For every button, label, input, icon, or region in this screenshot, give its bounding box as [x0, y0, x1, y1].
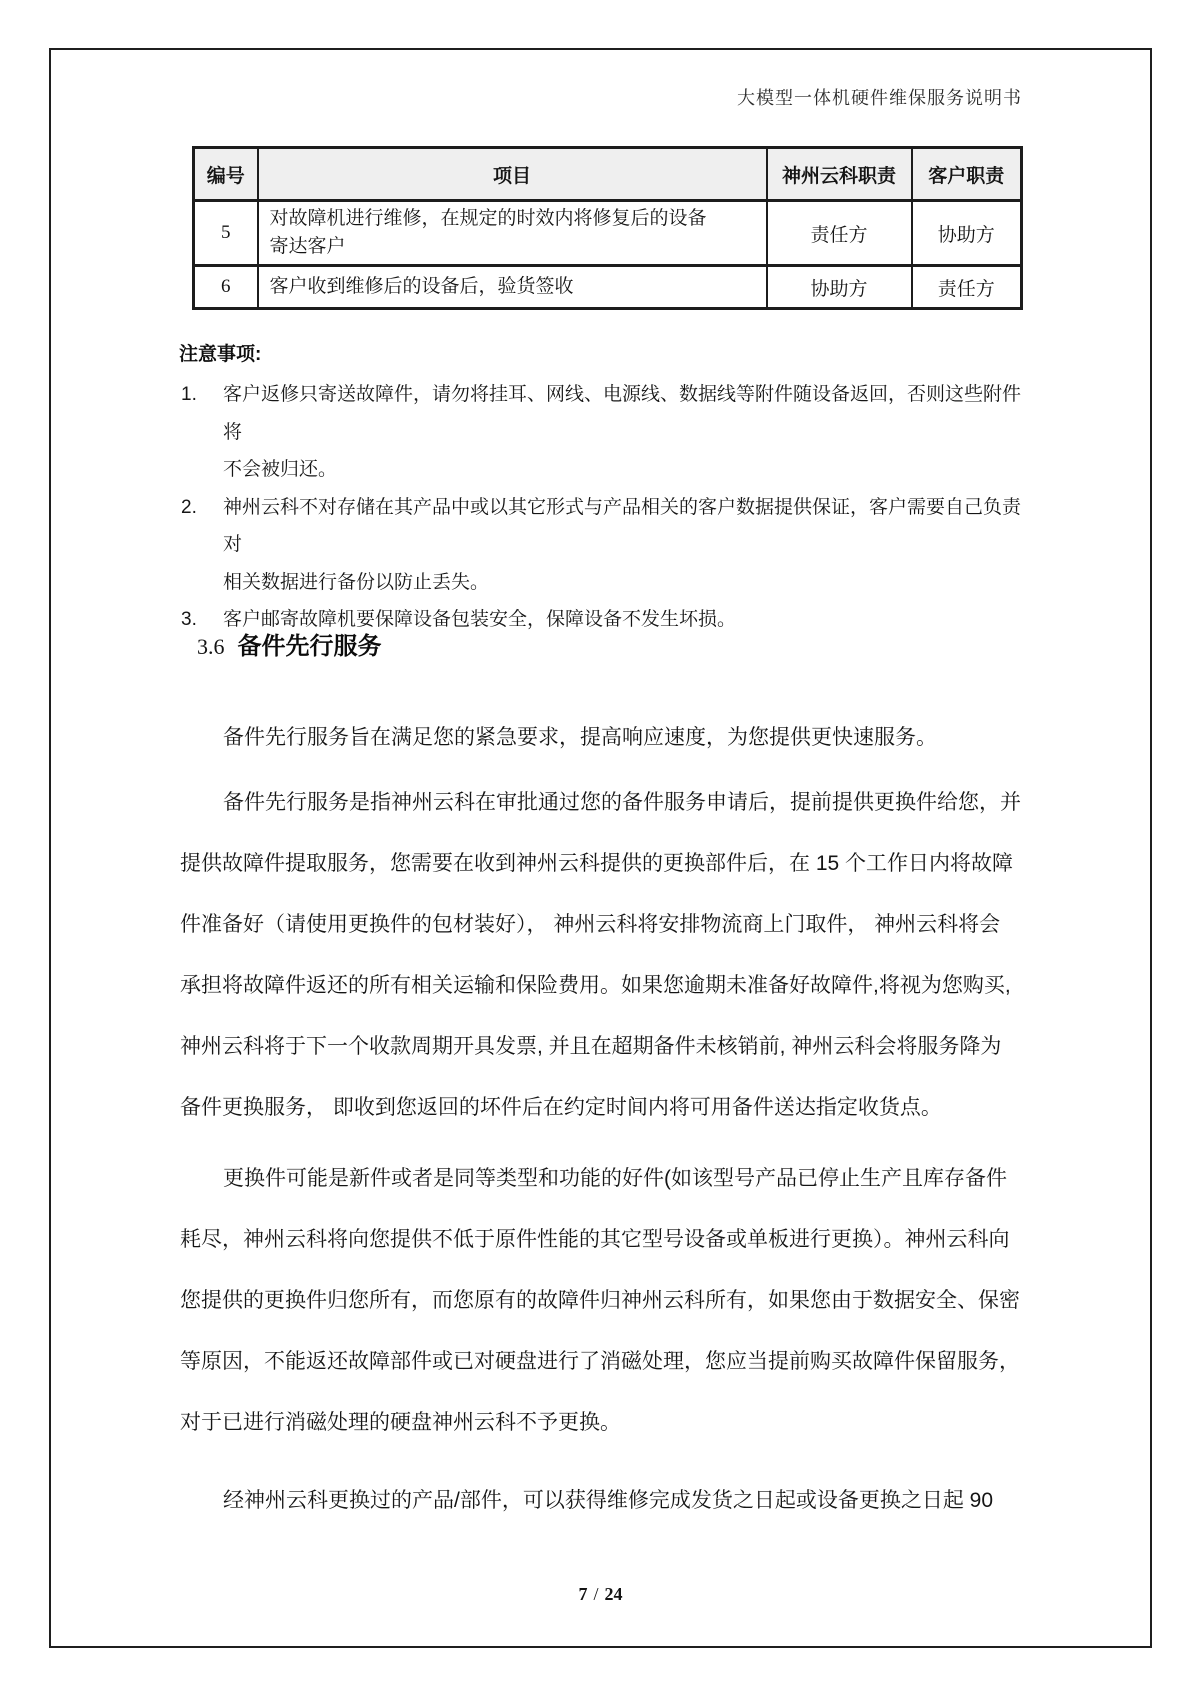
paragraph-line: 承担将故障件返还的所有相关运输和保险费用。如果您逾期未准备好故障件,将视为您购买, [180, 974, 1011, 997]
paragraph-line: 备件先行服务是指神州云科在审批通过您的备件服务申请后，提前提供更换件给您，并 [223, 791, 1021, 814]
table-header-vendor-role: 神州云科职责 [767, 148, 912, 201]
table-header-no: 编号 [194, 148, 258, 201]
section-number: 3.6 [197, 634, 225, 659]
cell-item-description [258, 266, 767, 309]
note-line: 神州云科不对存储在其产品中或以其它形式与产品相关的客户数据提供保证，客户需要自己负责对 [223, 496, 1022, 555]
paragraph-line: 件准备好（请使用更换件的包材装好）， 神州云科将安排物流商上门取件， 神州云科将会 [180, 913, 1001, 936]
note-number: 1. [181, 384, 197, 405]
paragraph-line: 备件更换服务， 即收到您返回的坏件后在约定时间内将可用备件送达指定收货点。 [180, 1096, 942, 1119]
cell-vendor-role: 协助方 [767, 266, 912, 309]
note-text [223, 376, 1026, 489]
paragraph-line: 经神州云科更换过的产品/部件，可以获得维修完成发货之日起或设备更换之日起 90 [223, 1489, 994, 1512]
table-header-item: 项目 [258, 148, 767, 201]
section-heading [197, 626, 382, 661]
note-item [181, 376, 1026, 489]
paragraph [180, 1470, 1024, 1531]
footer-separator: / [593, 1584, 599, 1604]
cell-vendor-role: 责任方 [767, 201, 912, 266]
cell-item-line: 寄达客户 [269, 236, 346, 257]
cell-customer-role: 协助方 [912, 201, 1022, 266]
table-header-row [194, 148, 1022, 201]
table-row [194, 201, 1022, 266]
cell-customer-role: 责任方 [912, 266, 1022, 309]
notes-title: 注意事项: [179, 344, 262, 365]
note-text [223, 489, 1026, 602]
footer-page-number: 7 [578, 1584, 588, 1604]
footer-total-pages: 24 [604, 1584, 623, 1604]
notes-list [181, 376, 1026, 639]
note-number: 2. [181, 496, 197, 518]
cell-item-line: 客户收到维修后的设备后，验货签收 [269, 276, 574, 297]
section-title: 备件先行服务 [237, 633, 382, 660]
paragraph-line: 更换件可能是新件或者是同等类型和功能的好件(如该型号产品已停止生产且库存备件 [223, 1167, 1007, 1190]
paragraph-line: 您提供的更换件归您所有，而您原有的故障件归神州云科所有，如果您由于数据安全、保密 [180, 1289, 1020, 1312]
paragraph-line: 等原因，不能返还故障部件或已对硬盘进行了消磁处理，您应当提前购买故障件保留服务， [180, 1350, 1020, 1373]
paragraph-line: 提供故障件提取服务，您需要在收到神州云科提供的更换部件后，在 15 个工作日内将故障 [180, 852, 1014, 875]
paragraph-line: 备件先行服务旨在满足您的紧急要求，提高响应速度，为您提供更快速服务。 [223, 726, 937, 749]
note-line: 客户返修只寄送故障件，请勿将挂耳、网线、电源线、数据线等附件随设备返回，否则这些附件将 [223, 384, 1022, 443]
cell-item-description [258, 201, 767, 266]
note-line: 客户邮寄故障机要保障设备包装安全，保障设备不发生坏损。 [223, 609, 737, 630]
table-header-customer-role: 客户职责 [912, 148, 1022, 201]
document-header-title: 大模型一体机硬件维保服务说明书 [737, 88, 1022, 108]
table-row [194, 266, 1022, 309]
paragraph-line: 耗尽，神州云科将向您提供不低于原件性能的其它型号设备或单板进行更换）。神州云科向 [180, 1228, 1010, 1251]
paragraph-line: 神州云科将于下一个收款周期开具发票, 并且在超期备件未核销前, 神州云科会将服务降为 [180, 1035, 1002, 1058]
cell-row-number: 6 [194, 266, 258, 309]
responsibility-table [192, 146, 1023, 310]
cell-row-number: 5 [194, 201, 258, 266]
note-line: 相关数据进行备份以防止丢失。 [223, 571, 490, 593]
paragraph [180, 1148, 1024, 1453]
paragraph [180, 772, 1024, 1138]
note-number: 3. [181, 609, 197, 630]
note-item [181, 489, 1026, 602]
note-line: 不会被归还。 [223, 459, 338, 480]
cell-item-line: 对故障机进行维修，在规定的时效内将修复后的设备 [269, 208, 707, 229]
page-footer [49, 1584, 1152, 1605]
paragraph-line: 对于已进行消磁处理的硬盘神州云科不予更换。 [180, 1411, 621, 1434]
paragraph [180, 707, 1024, 768]
